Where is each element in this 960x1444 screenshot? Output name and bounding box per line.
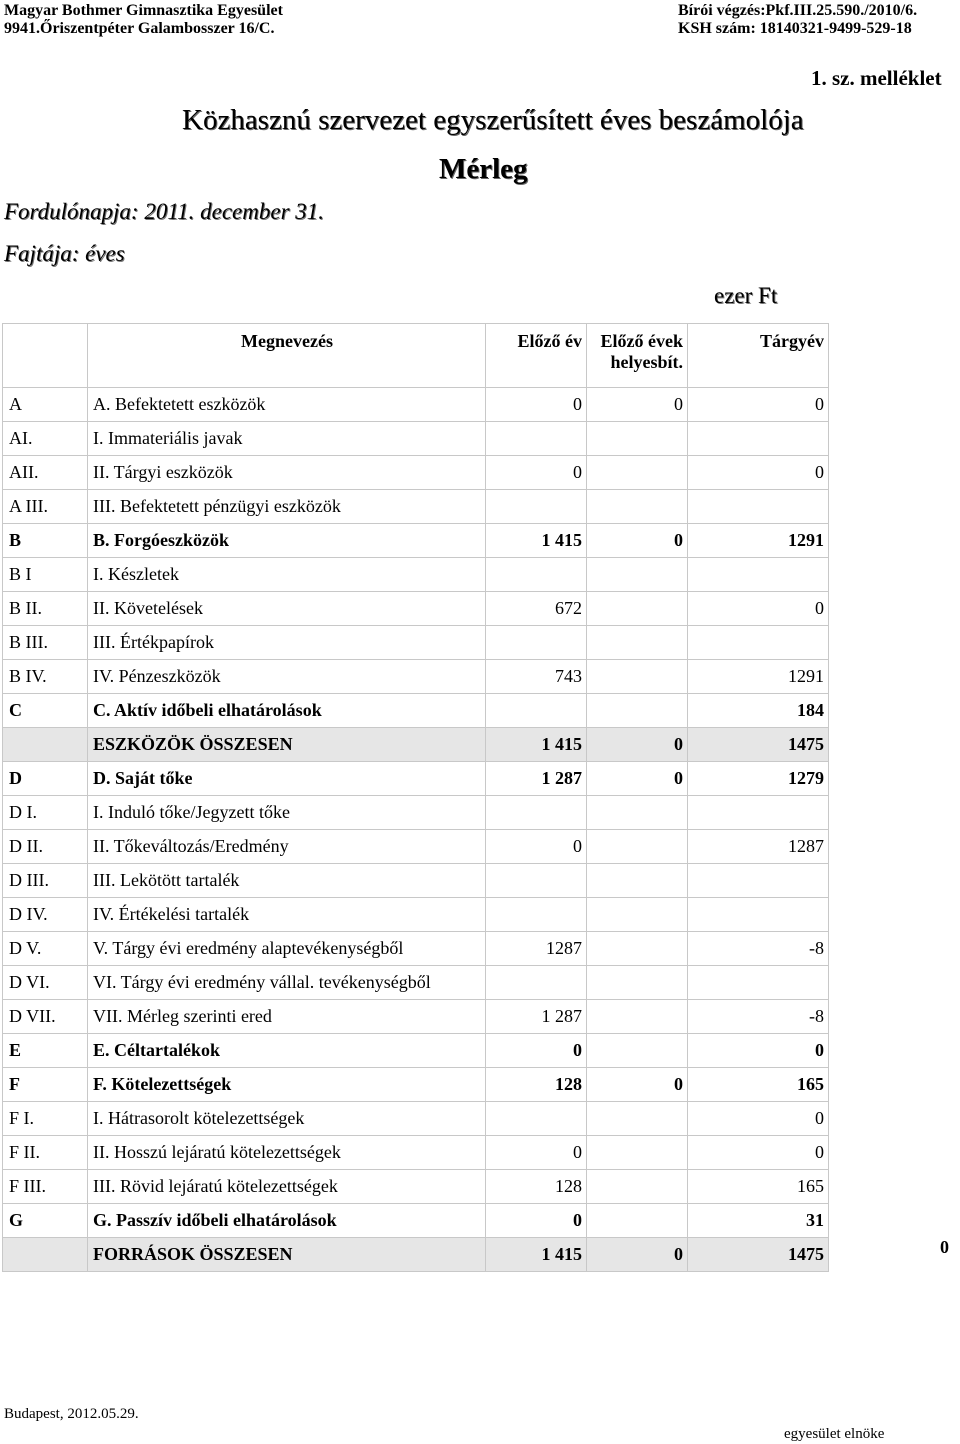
header-code-cell xyxy=(3,324,88,388)
row-current-year: 0 xyxy=(688,388,829,422)
row-prev-year: 0 xyxy=(486,1136,587,1170)
row-prev-adjustment xyxy=(587,626,688,660)
header-name: Megnevezés xyxy=(88,324,486,388)
row-code: D II. xyxy=(3,830,88,864)
row-prev-adjustment xyxy=(587,592,688,626)
row-current-year: 0 xyxy=(688,592,829,626)
total-row xyxy=(3,1238,829,1272)
table-row xyxy=(3,932,829,966)
row-prev-year xyxy=(486,490,587,524)
row-code: B I xyxy=(3,558,88,592)
reference-date: Fordulónapja: 2011. december 31. xyxy=(4,199,325,224)
row-prev-year xyxy=(486,626,587,660)
table-row xyxy=(3,1170,829,1204)
row-code: F II. xyxy=(3,1136,88,1170)
row-prev-adjustment xyxy=(587,456,688,490)
row-prev-year: 128 xyxy=(486,1068,587,1102)
row-name: F. Kötelezettségek xyxy=(88,1068,486,1102)
row-code: E xyxy=(3,1034,88,1068)
row-prev-adjustment: 0 xyxy=(587,1238,688,1272)
row-prev-adjustment xyxy=(587,490,688,524)
row-current-year: -8 xyxy=(688,1000,829,1034)
row-name: FORRÁSOK ÖSSZESEN xyxy=(88,1238,486,1272)
row-prev-adjustment xyxy=(587,1136,688,1170)
row-prev-adjustment xyxy=(587,966,688,1000)
table-row xyxy=(3,762,829,796)
row-prev-year xyxy=(486,1102,587,1136)
row-prev-year xyxy=(486,558,587,592)
row-current-year: 165 xyxy=(688,1068,829,1102)
row-prev-adjustment xyxy=(587,1170,688,1204)
row-name: VII. Mérleg szerinti ered xyxy=(88,1000,486,1034)
row-prev-year xyxy=(486,422,587,456)
row-current-year: 1291 xyxy=(688,660,829,694)
place-date: Budapest, 2012.05.29. xyxy=(4,1406,139,1422)
table-row xyxy=(3,1204,829,1238)
table-row xyxy=(3,1068,829,1102)
row-current-year: 1287 xyxy=(688,830,829,864)
row-code xyxy=(3,1238,88,1272)
row-prev-adjustment xyxy=(587,796,688,830)
row-prev-adjustment: 0 xyxy=(587,728,688,762)
row-name: D. Saját tőke xyxy=(88,762,486,796)
table-row xyxy=(3,558,829,592)
row-code: D V. xyxy=(3,932,88,966)
row-prev-year xyxy=(486,864,587,898)
row-current-year xyxy=(688,626,829,660)
row-code: A III. xyxy=(3,490,88,524)
row-current-year xyxy=(688,796,829,830)
table-row xyxy=(3,694,829,728)
row-prev-adjustment xyxy=(587,898,688,932)
row-current-year xyxy=(688,898,829,932)
row-current-year xyxy=(688,490,829,524)
row-prev-year xyxy=(486,966,587,1000)
table-row xyxy=(3,830,829,864)
row-code: C xyxy=(3,694,88,728)
table-row xyxy=(3,456,829,490)
row-prev-year: 1287 xyxy=(486,932,587,966)
row-name: G. Passzív időbeli elhatárolások xyxy=(88,1204,486,1238)
header-prev-year: Előző év xyxy=(486,324,587,388)
row-current-year: 1279 xyxy=(688,762,829,796)
header-prev-adjustment-line1: Előző évek xyxy=(600,331,683,351)
row-name: III. Befektetett pénzügyi eszközök xyxy=(88,490,486,524)
table-row xyxy=(3,626,829,660)
row-prev-adjustment: 0 xyxy=(587,762,688,796)
ksh-number: KSH szám: 18140321-9499-529-18 xyxy=(678,20,912,37)
row-code: A xyxy=(3,388,88,422)
row-prev-adjustment: 0 xyxy=(587,1068,688,1102)
table-row xyxy=(3,898,829,932)
row-prev-adjustment xyxy=(587,422,688,456)
row-current-year: 0 xyxy=(688,1034,829,1068)
trailing-value: 0 xyxy=(940,1237,949,1257)
row-prev-year xyxy=(486,796,587,830)
row-code: D VI. xyxy=(3,966,88,1000)
row-prev-adjustment xyxy=(587,1102,688,1136)
row-prev-year: 0 xyxy=(486,456,587,490)
row-name: III. Rövid lejáratú kötelezettségek xyxy=(88,1170,486,1204)
row-code: D IV. xyxy=(3,898,88,932)
row-current-year: 165 xyxy=(688,1170,829,1204)
row-name: I. Hátrasorolt kötelezettségek xyxy=(88,1102,486,1136)
table-row xyxy=(3,1102,829,1136)
row-name: V. Tárgy évi eredmény alaptevékenységből xyxy=(88,932,486,966)
row-name: II. Hosszú lejáratú kötelezettségek xyxy=(88,1136,486,1170)
row-code: B II. xyxy=(3,592,88,626)
row-code: D I. xyxy=(3,796,88,830)
row-code: B IV. xyxy=(3,660,88,694)
row-prev-adjustment xyxy=(587,864,688,898)
row-code: G xyxy=(3,1204,88,1238)
table-row xyxy=(3,1034,829,1068)
row-name: IV. Pénzeszközök xyxy=(88,660,486,694)
row-name: IV. Értékelési tartalék xyxy=(88,898,486,932)
table-row xyxy=(3,592,829,626)
row-prev-adjustment: 0 xyxy=(587,388,688,422)
table-row xyxy=(3,1136,829,1170)
table-row xyxy=(3,524,829,558)
row-prev-adjustment xyxy=(587,932,688,966)
row-prev-year: 0 xyxy=(486,1204,587,1238)
row-prev-adjustment: 0 xyxy=(587,524,688,558)
row-code: B xyxy=(3,524,88,558)
table-row xyxy=(3,490,829,524)
row-current-year: 0 xyxy=(688,1136,829,1170)
row-current-year: 1291 xyxy=(688,524,829,558)
table-header-row xyxy=(3,324,829,388)
row-code: B III. xyxy=(3,626,88,660)
row-name: I. Induló tőke/Jegyzett tőke xyxy=(88,796,486,830)
row-prev-year: 1 287 xyxy=(486,762,587,796)
row-code: D VII. xyxy=(3,1000,88,1034)
row-current-year xyxy=(688,966,829,1000)
row-name: VI. Tárgy évi eredmény vállal. tevékenységből xyxy=(88,966,486,1000)
row-current-year: 1475 xyxy=(688,728,829,762)
row-name: II. Követelések xyxy=(88,592,486,626)
row-prev-year: 0 xyxy=(486,830,587,864)
header-prev-adjustment xyxy=(587,324,688,388)
row-current-year: -8 xyxy=(688,932,829,966)
row-prev-year: 672 xyxy=(486,592,587,626)
row-current-year xyxy=(688,558,829,592)
annex-label: 1. sz. melléklet xyxy=(811,66,942,90)
row-prev-adjustment xyxy=(587,830,688,864)
row-current-year xyxy=(688,422,829,456)
table-row xyxy=(3,422,829,456)
row-current-year: 184 xyxy=(688,694,829,728)
row-prev-adjustment xyxy=(587,1204,688,1238)
row-name: C. Aktív időbeli elhatárolások xyxy=(88,694,486,728)
row-prev-year: 1 415 xyxy=(486,524,587,558)
row-name: III. Lekötött tartalék xyxy=(88,864,486,898)
row-name: III. Értékpapírok xyxy=(88,626,486,660)
row-prev-adjustment xyxy=(587,660,688,694)
row-prev-year: 743 xyxy=(486,660,587,694)
table-row xyxy=(3,1000,829,1034)
signature-role: egyesület elnöke xyxy=(784,1426,885,1442)
table-row xyxy=(3,796,829,830)
row-prev-year: 128 xyxy=(486,1170,587,1204)
row-prev-year: 1 287 xyxy=(486,1000,587,1034)
row-prev-adjustment xyxy=(587,1000,688,1034)
row-code: F xyxy=(3,1068,88,1102)
row-name: II. Tárgyi eszközök xyxy=(88,456,486,490)
row-code: D III. xyxy=(3,864,88,898)
row-code: AII. xyxy=(3,456,88,490)
row-code: AI. xyxy=(3,422,88,456)
row-name: B. Forgóeszközök xyxy=(88,524,486,558)
row-current-year xyxy=(688,864,829,898)
row-prev-adjustment xyxy=(587,1034,688,1068)
row-prev-year: 1 415 xyxy=(486,728,587,762)
row-prev-year xyxy=(486,898,587,932)
row-prev-year: 1 415 xyxy=(486,1238,587,1272)
row-current-year: 31 xyxy=(688,1204,829,1238)
row-prev-adjustment xyxy=(587,558,688,592)
row-prev-year: 0 xyxy=(486,388,587,422)
row-prev-year xyxy=(486,694,587,728)
row-code: F III. xyxy=(3,1170,88,1204)
table-row xyxy=(3,660,829,694)
row-name: A. Befektetett eszközök xyxy=(88,388,486,422)
table-row xyxy=(3,966,829,1000)
document-subtitle: Mérleg xyxy=(439,153,528,185)
currency-unit: ezer Ft xyxy=(714,283,778,308)
row-name: I. Készletek xyxy=(88,558,486,592)
row-current-year: 0 xyxy=(688,1102,829,1136)
row-code xyxy=(3,728,88,762)
table-row xyxy=(3,388,829,422)
report-type: Fajtája: éves xyxy=(4,241,125,266)
org-name: Magyar Bothmer Gimnasztika Egyesület xyxy=(4,2,283,19)
row-name: E. Céltartalékok xyxy=(88,1034,486,1068)
balance-sheet-table xyxy=(2,323,829,1272)
row-code: F I. xyxy=(3,1102,88,1136)
row-current-year: 0 xyxy=(688,456,829,490)
header-current-year: Tárgyév xyxy=(688,324,829,388)
header-prev-adjustment-line2: helyesbít. xyxy=(610,352,683,372)
org-address: 9941.Őriszentpéter Galambosszer 16/C. xyxy=(4,20,275,37)
total-row xyxy=(3,728,829,762)
row-prev-year: 0 xyxy=(486,1034,587,1068)
row-name: I. Immateriális javak xyxy=(88,422,486,456)
row-current-year: 1475 xyxy=(688,1238,829,1272)
row-name: ESZKÖZÖK ÖSSZESEN xyxy=(88,728,486,762)
table-row xyxy=(3,864,829,898)
row-name: II. Tőkeváltozás/Eredmény xyxy=(88,830,486,864)
court-registration: Bírói végzés:Pkf.III.25.590./2010/6. xyxy=(678,2,918,19)
row-code: D xyxy=(3,762,88,796)
document-title: Közhasznú szervezet egyszerűsített éves beszámolója xyxy=(182,104,804,136)
row-prev-adjustment xyxy=(587,694,688,728)
